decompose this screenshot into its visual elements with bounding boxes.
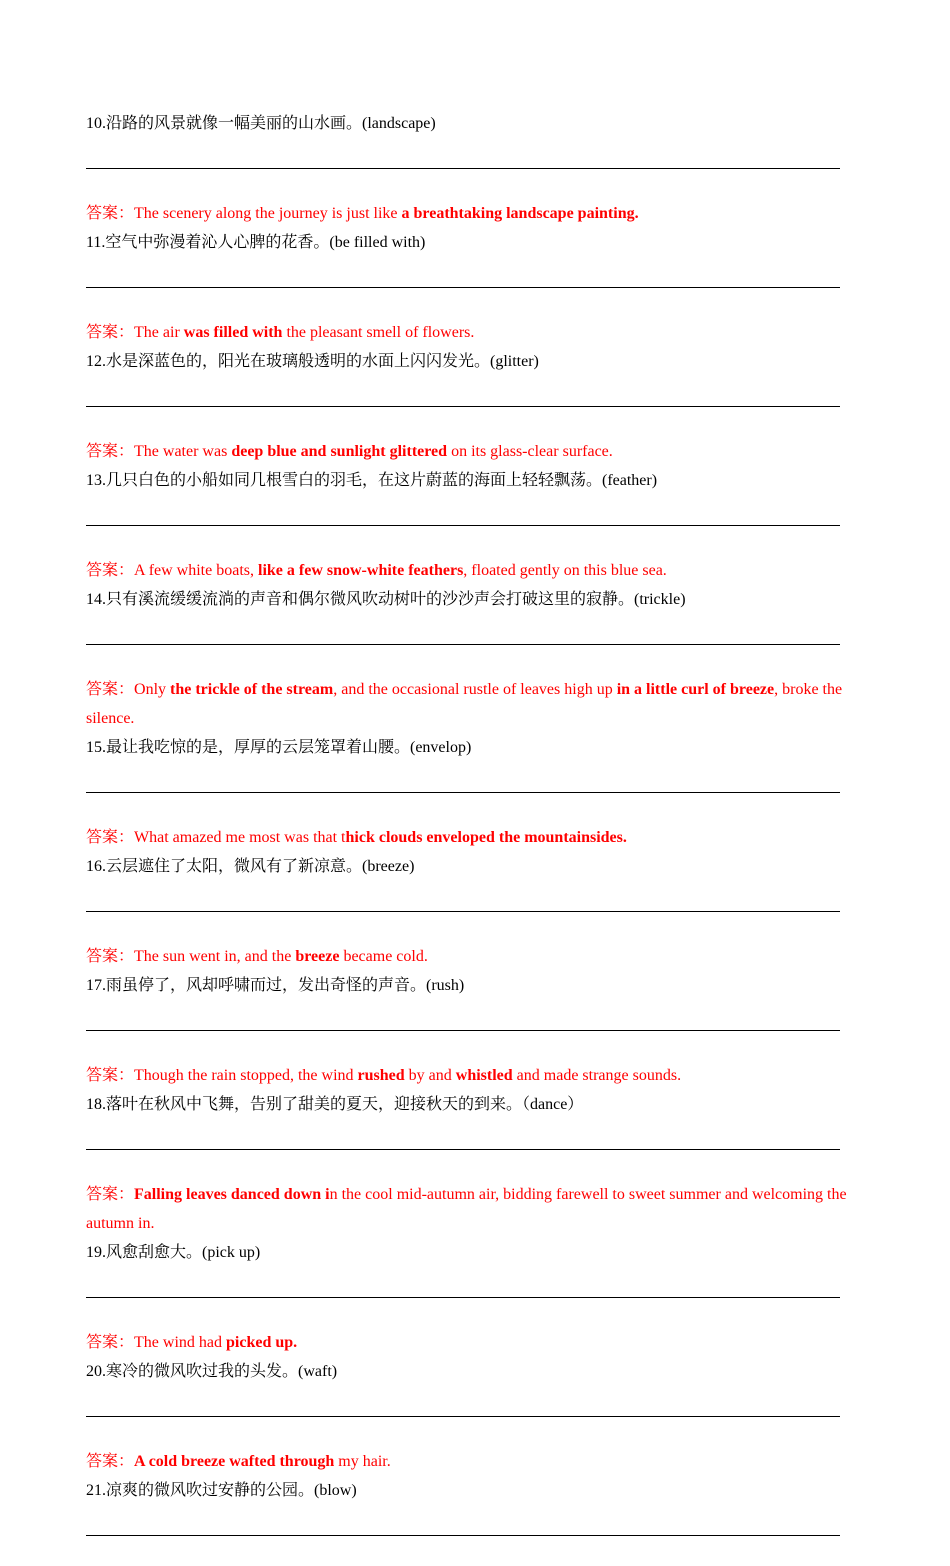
question-text: 15.最让我吃惊的是，厚厚的云层笼罩着山腰。(envelop): [86, 739, 472, 756]
answer-key-phrase: A cold breeze wafted through: [134, 1453, 335, 1470]
question-text: 16.云层遮住了太阳，微风有了新凉意。(breeze): [86, 858, 415, 875]
answer-segment: the pleasant smell of flowers.: [282, 324, 475, 341]
answer-blank-line: [86, 1149, 840, 1150]
answer-text: [86, 318, 866, 347]
answer-segment: n the cool mid-autumn air, bidding farewell to sweet summer and welcoming the autumn in.: [86, 1186, 847, 1232]
answer-blank-line: [86, 1030, 840, 1031]
answer-segment: my hair.: [334, 1453, 391, 1470]
answer-key-phrase: hick clouds enveloped the mountainsides.: [345, 829, 627, 846]
answer-blank-line: [86, 1416, 840, 1417]
answer-segment: What amazed me most was that t: [134, 829, 346, 846]
exercise-item: [86, 109, 866, 228]
answer-label: 答案：: [86, 681, 135, 698]
answer-key-phrase: was filled with: [183, 324, 283, 341]
exercise-item: [86, 228, 866, 347]
answer-blank-line: [86, 406, 840, 407]
answer-label: 答案：: [86, 205, 135, 222]
answer-key-phrase: like a few snow-white feathers: [258, 562, 464, 579]
answer-label: 答案：: [86, 1334, 135, 1351]
answer-key-phrase: picked up.: [226, 1334, 298, 1351]
answer-key-phrase: whistled: [455, 1067, 513, 1084]
answer-segment: and made strange sounds.: [512, 1067, 682, 1084]
answer-segment: on its glass-clear surface.: [447, 443, 613, 460]
answer-segment: A few white boats,: [134, 562, 258, 579]
answer-segment: by and: [404, 1067, 456, 1084]
answer-text: [86, 823, 866, 852]
question-text: 19.风愈刮愈大。(pick up): [86, 1244, 261, 1261]
exercise-item: [86, 1238, 866, 1357]
answer-text: [86, 1328, 866, 1357]
answer-blank-line: [86, 1535, 840, 1536]
answer-label: 答案：: [86, 1067, 135, 1084]
answer-label: 答案：: [86, 324, 135, 341]
question-text: 18.落叶在秋风中飞舞，告别了甜美的夏天，迎接秋天的到来。（dance）: [86, 1096, 584, 1113]
question-text: 21.凉爽的微风吹过安静的公园。(blow): [86, 1482, 357, 1499]
answer-text: [86, 675, 866, 733]
answer-label: 答案：: [86, 1453, 135, 1470]
answer-key-phrase: Falling leaves danced down i: [134, 1186, 330, 1203]
question-text: 10.沿路的风景就像一幅美丽的山水画。(landscape): [86, 115, 436, 132]
answer-text: [86, 1447, 866, 1476]
answer-segment: , broke the silence.: [86, 681, 843, 727]
answer-blank-line: [86, 792, 840, 793]
answer-blank-line: [86, 644, 840, 645]
exercise-list: [86, 109, 866, 1566]
exercise-item: [86, 971, 866, 1090]
answer-text: [86, 1061, 866, 1090]
answer-key-phrase: a breathtaking landscape painting.: [401, 205, 639, 222]
answer-label: 答案：: [86, 948, 135, 965]
answer-text: [86, 199, 866, 228]
answer-text: [86, 942, 866, 971]
answer-segment: The scenery along the journey is just like: [134, 205, 402, 222]
answer-segment: , floated gently on this blue sea.: [463, 562, 667, 579]
exercise-item: [86, 1090, 866, 1238]
question-text: 11.空气中弥漫着沁人心脾的花香。(be filled with): [86, 234, 426, 251]
answer-key-phrase: deep blue and sunlight glittered: [231, 443, 448, 460]
answer-key-phrase: the trickle of the stream: [170, 681, 334, 698]
exercise-item: [86, 733, 866, 852]
exercise-item: [86, 585, 866, 733]
answer-segment: The water was: [134, 443, 232, 460]
question-text: 20.寒冷的微风吹过我的头发。(waft): [86, 1363, 338, 1380]
answer-segment: , and the occasional rustle of leaves high up: [333, 681, 617, 698]
answer-label: 答案：: [86, 1186, 135, 1203]
answer-segment: became cold.: [339, 948, 428, 965]
answer-text: [86, 437, 866, 466]
question-text: 13.几只白色的小船如同几根雪白的羽毛，在这片蔚蓝的海面上轻轻飘荡。(feather): [86, 472, 658, 489]
answer-label: 答案：: [86, 829, 135, 846]
question-text: 14.只有溪流缓缓流淌的声音和偶尔微风吹动树叶的沙沙声会打破这里的寂静。(trickle): [86, 591, 686, 608]
answer-blank-line: [86, 287, 840, 288]
answer-label: 答案：: [86, 562, 135, 579]
answer-label: 答案：: [86, 443, 135, 460]
answer-blank-line: [86, 168, 840, 169]
answer-key-phrase: breeze: [295, 948, 340, 965]
answer-text: [86, 556, 866, 585]
exercise-item: [86, 466, 866, 585]
answer-segment: The wind had: [134, 1334, 226, 1351]
exercise-item: [86, 852, 866, 971]
answer-key-phrase: in a little curl of breeze: [616, 681, 775, 698]
answer-segment: Only: [134, 681, 171, 698]
answer-text: [86, 1180, 866, 1238]
answer-segment: The air: [134, 324, 184, 341]
question-text: 17.雨虽停了，风却呼啸而过，发出奇怪的声音。(rush): [86, 977, 465, 994]
exercise-item: [86, 1357, 866, 1476]
exercise-item: [86, 1476, 866, 1536]
answer-segment: Though the rain stopped, the wind: [134, 1067, 358, 1084]
answer-key-phrase: rushed: [357, 1067, 405, 1084]
question-text: 12.水是深蓝色的，阳光在玻璃般透明的水面上闪闪发光。(glitter): [86, 353, 539, 370]
answer-blank-line: [86, 525, 840, 526]
answer-segment: The sun went in, and the: [134, 948, 296, 965]
exercise-item: [86, 347, 866, 466]
answer-blank-line: [86, 911, 840, 912]
answer-blank-line: [86, 1297, 840, 1298]
